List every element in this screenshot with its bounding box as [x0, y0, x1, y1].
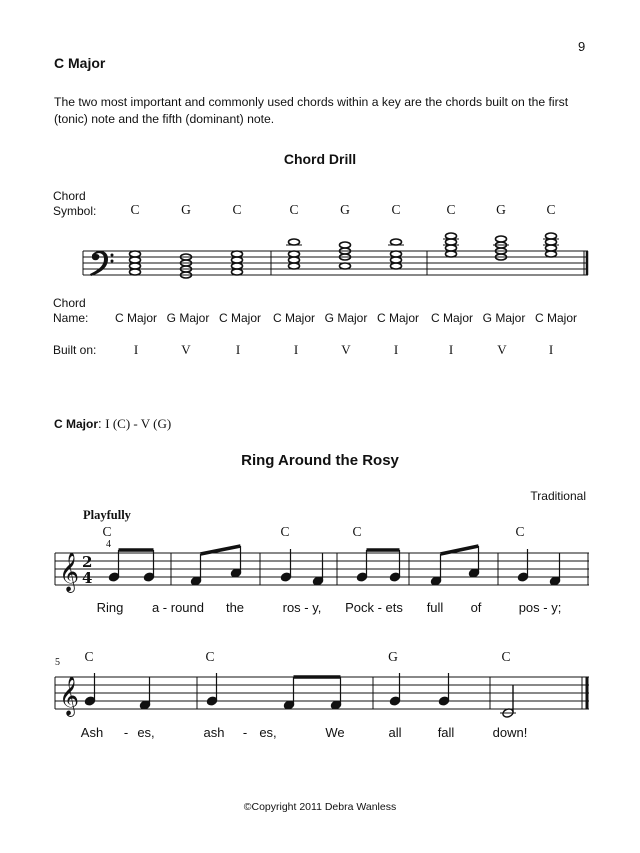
- lyric-syllable: down!: [492, 725, 528, 740]
- chord-symbol: C: [546, 202, 556, 217]
- chord-name: G Major: [324, 311, 368, 325]
- chord-name: G Major: [166, 311, 210, 325]
- tempo-marking: Playfully: [83, 508, 131, 522]
- scale-degree: I: [235, 342, 241, 357]
- song-chord: C: [280, 524, 290, 539]
- lyric-syllable: es,: [259, 725, 277, 740]
- chord-name: C Major: [218, 311, 261, 325]
- chord-symbol: C: [232, 202, 242, 217]
- intro-paragraph: The two most important and commonly used chords within a key are the chords built on the first (tonic) note and the fifth (dominant) note.: [54, 95, 569, 126]
- section-title: C Major: [54, 55, 106, 71]
- treble-clef-icon: 𝄞: [59, 552, 80, 592]
- lyric-syllable: Pock - ets: [345, 600, 403, 615]
- chord-symbol: G: [181, 202, 191, 217]
- lyric-syllable: We: [325, 725, 345, 740]
- treble-staff-2: [55, 677, 589, 709]
- chord-drill-title: Chord Drill: [283, 151, 357, 167]
- song-chord: G: [388, 649, 398, 664]
- lyric-syllable: -: [242, 725, 248, 740]
- built-on-label: Built on:: [53, 343, 97, 357]
- chord-name: C Major: [272, 311, 315, 325]
- chord-name-label-line1: Chord: [53, 296, 86, 310]
- chord-symbol-label-line1: Chord: [53, 189, 86, 203]
- lyric-syllable: of: [470, 600, 482, 615]
- scale-degree: V: [181, 342, 191, 357]
- scale-degree: V: [497, 342, 507, 357]
- chord-symbol: C: [446, 202, 456, 217]
- lyric-syllable: a - round: [151, 600, 205, 615]
- chord-symbol: C: [289, 202, 299, 217]
- lyric-syllable: Ring: [96, 600, 124, 615]
- lyric-syllable: Ash: [80, 725, 104, 740]
- song-chord: C: [84, 649, 94, 664]
- chord-symbol: C: [391, 202, 401, 217]
- lyric-syllable: all: [388, 725, 402, 740]
- scale-degree: I: [393, 342, 399, 357]
- chord-symbol: C: [130, 202, 140, 217]
- line1-notes: [108, 546, 560, 586]
- scale-degree: V: [341, 342, 351, 357]
- chord-name: C Major: [114, 311, 157, 325]
- lyric-syllable: ash: [203, 725, 225, 740]
- composer: Traditional: [530, 489, 586, 503]
- song-title: Ring Around the Rosy: [241, 452, 399, 469]
- scale-degree: I: [133, 342, 139, 357]
- scale-degree: I: [448, 342, 454, 357]
- chord-name: C Major: [534, 311, 577, 325]
- scale-degree: I: [293, 342, 299, 357]
- scale-degree: I: [548, 342, 554, 357]
- lyric-syllable: es,: [137, 725, 155, 740]
- lyric-syllable: pos - y;: [518, 600, 562, 615]
- half-note: [500, 685, 516, 718]
- treble-clef-icon: 𝄞: [59, 676, 80, 716]
- bass-staff: [83, 251, 588, 275]
- key-summary-colon: :: [98, 416, 102, 431]
- ledger-lines: [286, 239, 559, 245]
- chord-notes: [130, 233, 557, 278]
- chord-name: C Major: [430, 311, 473, 325]
- chord-symbol: G: [496, 202, 506, 217]
- lyric-syllable: ros - y,: [282, 600, 322, 615]
- chord-symbol: G: [340, 202, 350, 217]
- chord-symbol-label-line2: Symbol:: [53, 204, 97, 218]
- chord-name: G Major: [482, 311, 526, 325]
- song-chord: C: [501, 649, 511, 664]
- lyric-syllable: fall: [437, 725, 455, 740]
- song-chord: C: [205, 649, 215, 664]
- song-chord: C: [515, 524, 525, 539]
- song-chord: C: [102, 524, 112, 539]
- line2-notes: [84, 673, 449, 710]
- measure-number: 4: [106, 539, 111, 550]
- chord-name-label-line2: Name:: [53, 311, 89, 325]
- lyric-syllable: full: [426, 600, 444, 615]
- key-summary-label: C Major: [54, 417, 99, 431]
- measure-number: 5: [55, 657, 60, 668]
- key-summary-text: I (C) - V (G): [105, 416, 172, 431]
- lyric-syllable: the: [225, 600, 245, 615]
- time-signature-top: 2: [82, 553, 93, 571]
- time-signature-bottom: 4: [82, 569, 93, 587]
- lyric-syllable: -: [123, 725, 129, 740]
- page-number: 9: [578, 39, 586, 54]
- chord-name: C Major: [376, 311, 419, 325]
- song-chord: C: [352, 524, 362, 539]
- copyright-footer: ©Copyright 2011 Debra Wanless: [243, 801, 397, 813]
